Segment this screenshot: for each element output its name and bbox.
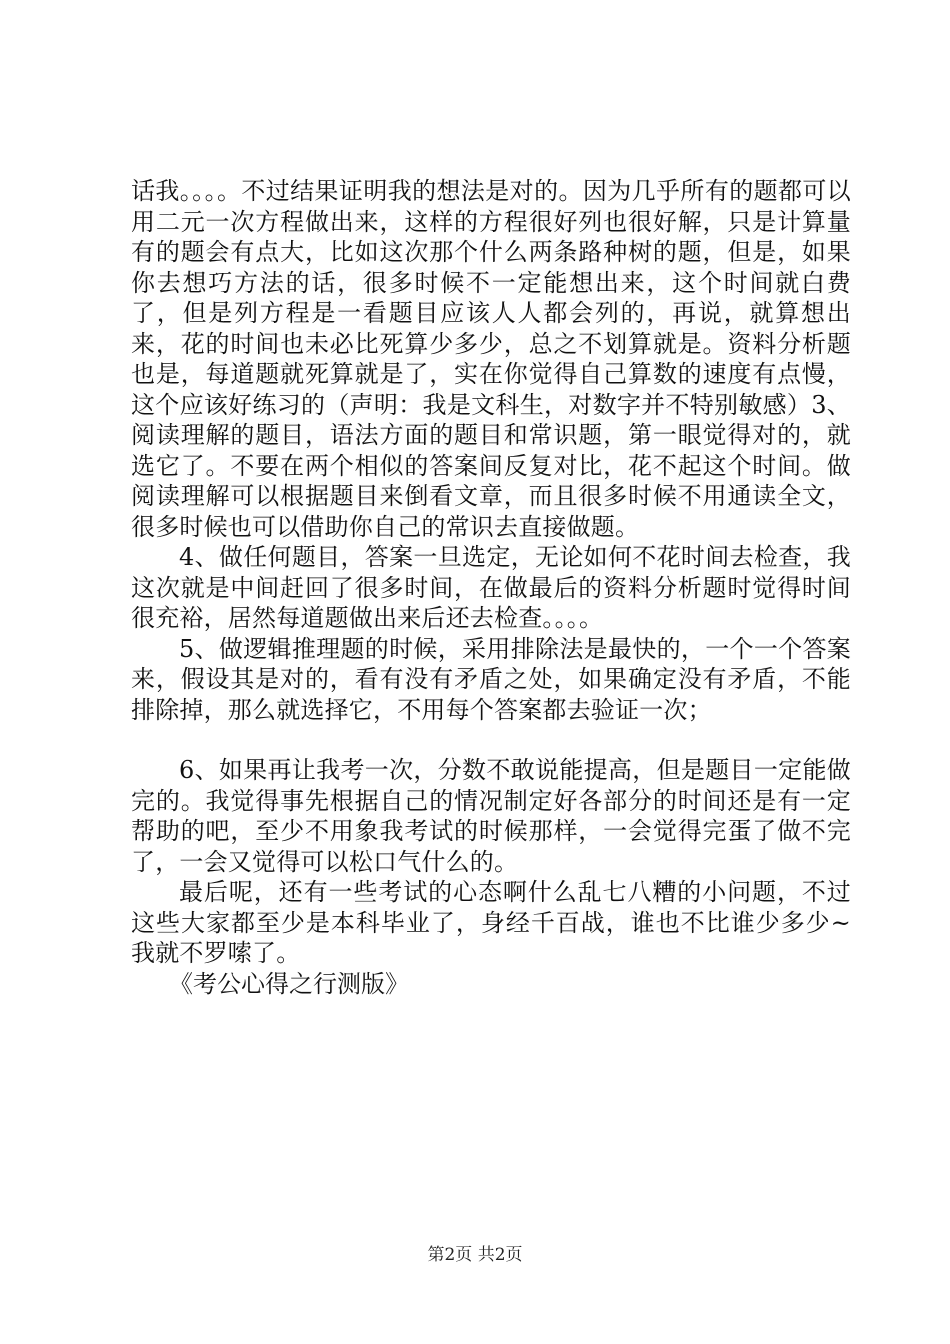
- document-body: [131, 176, 851, 999]
- closing-title: 《考公心得之行测版》: [169, 969, 409, 998]
- paragraph-tip-6: 6、如果再让我考一次，分数不敢说能提高，但是题目一定能做完的。我觉得事先根据自己的情况制定好各部分的时间还是有一定帮助的吧，至少不用象我考试的时候那样，一会觉得完蛋了做不完了，一会又觉得可以松口气什么的。: [131, 756, 851, 876]
- paragraph-tip-5: 5、做逻辑推理题的时候，采用排除法是最快的，一个一个答案来，假设其是对的，看有没有矛盾之处，如果确定没有矛盾，不能排除掉，那么就选择它，不用每个答案都去验证一次；: [131, 634, 851, 724]
- paragraph-tip-4: 4、做任何题目，答案一旦选定，无论如何不花时间去检查，我这次就是中间赶回了很多时间，在做最后的资料分析题时觉得时间很充裕，居然每道题做出来后还去检查。。。。: [131, 543, 851, 632]
- page-footer: 第2页 共2页: [427, 1245, 523, 1265]
- paragraph-final-remarks: 最后呢，还有一些考试的心态啊什么乱七八糟的小问题，不过这些大家都至少是本科毕业了，身经千百战，谁也不比谁少多少~我就不罗嗦了。: [131, 878, 851, 967]
- paragraph-spacer: [131, 725, 851, 755]
- paragraph-continuation: 话我。。。。不过结果证明我的想法是对的。因为几乎所有的题都可以用二元一次方程做出来，这样的方程很好列也很好解，只是计算量有的题会有点大，比如这次那个什么两条路种树的题，但是，如果你去想巧方法的话，很多时候不一定能想出来，这个时间就白费了，但是列方程是一看题目应该人人都会列的，再说，就算想出来，花的时间也未必比死算少多少，总之不划算就是。资料分析题也是，每道题就死算就是了，实在你觉得自己算数的速度有点慢，这个应该好练习的（声明：我是文科生，对数字并不特别敏感）3、阅读理解的题目，语法方面的题目和常识题，第一眼觉得对的，就选它了。不要在两个相似的答案间反复对比，花不起这个时间。做阅读理解可以根据题目来倒看文章，而且很多时候不用通读全文，很多时候也可以借助你自己的常识去直接做题。: [131, 177, 851, 541]
